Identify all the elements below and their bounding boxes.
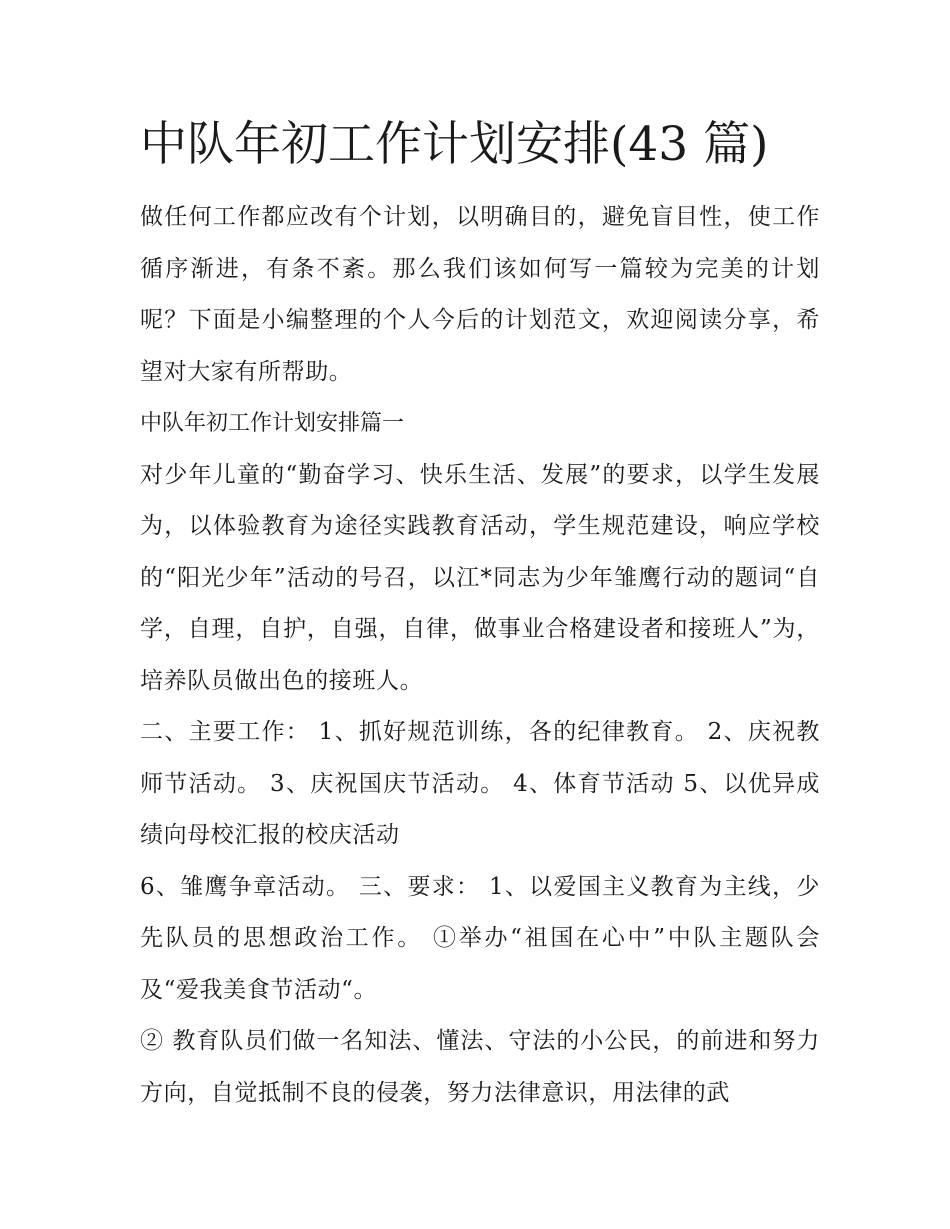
document-page [140, 112, 820, 1119]
body-paragraph-3: 6、雏鹰争章活动。 三、要求： 1、以爱国主义教育为主线，少先队员的思想政治工作。 ①举办“祖国在心中”中队主题队会及“爱我美食节活动“。 [140, 873, 820, 1003]
section-heading: 中队年初工作计划安排篇一 [140, 411, 405, 436]
body-paragraph-4: ② 教育队员们做一名知法、懂法、守法的小公民，的前进和努力方向，自觉抵制不良的侵袭，努力法律意识，用法律的武 [140, 1028, 820, 1106]
body-paragraph-1: 对少年儿童的“勤奋学习、快乐生活、发展”的要求，以学生发展为，以体验教育为途径实践教育活动，学生规范建设，响应学校的“阳光少年”活动的号召，以江*同志为少年雏鹰行动的题词“自学，自理，自护，自强，自律，做事业合格建设者和接班人”为，培养队员做出色的接班人。 [140, 461, 820, 694]
body-paragraph-2: 二、主要工作： 1、抓好规范训练，各的纪律教育。 2、庆祝教师节活动。 3、庆祝国庆节活动。 4、体育节活动 5、以优异成绩向母校汇报的校庆活动 [140, 719, 820, 848]
intro-paragraph: 做任何工作都应改有个计划，以明确目的，避免盲目性，使工作循序渐进，有条不紊。那么我们该如何写一篇较为完美的计划呢？下面是小编整理的个人今后的计划范文，欢迎阅读分享，希望对大家有所帮助。 [140, 204, 820, 385]
document-title: 中队年初工作计划安排(43 篇) [140, 117, 769, 172]
